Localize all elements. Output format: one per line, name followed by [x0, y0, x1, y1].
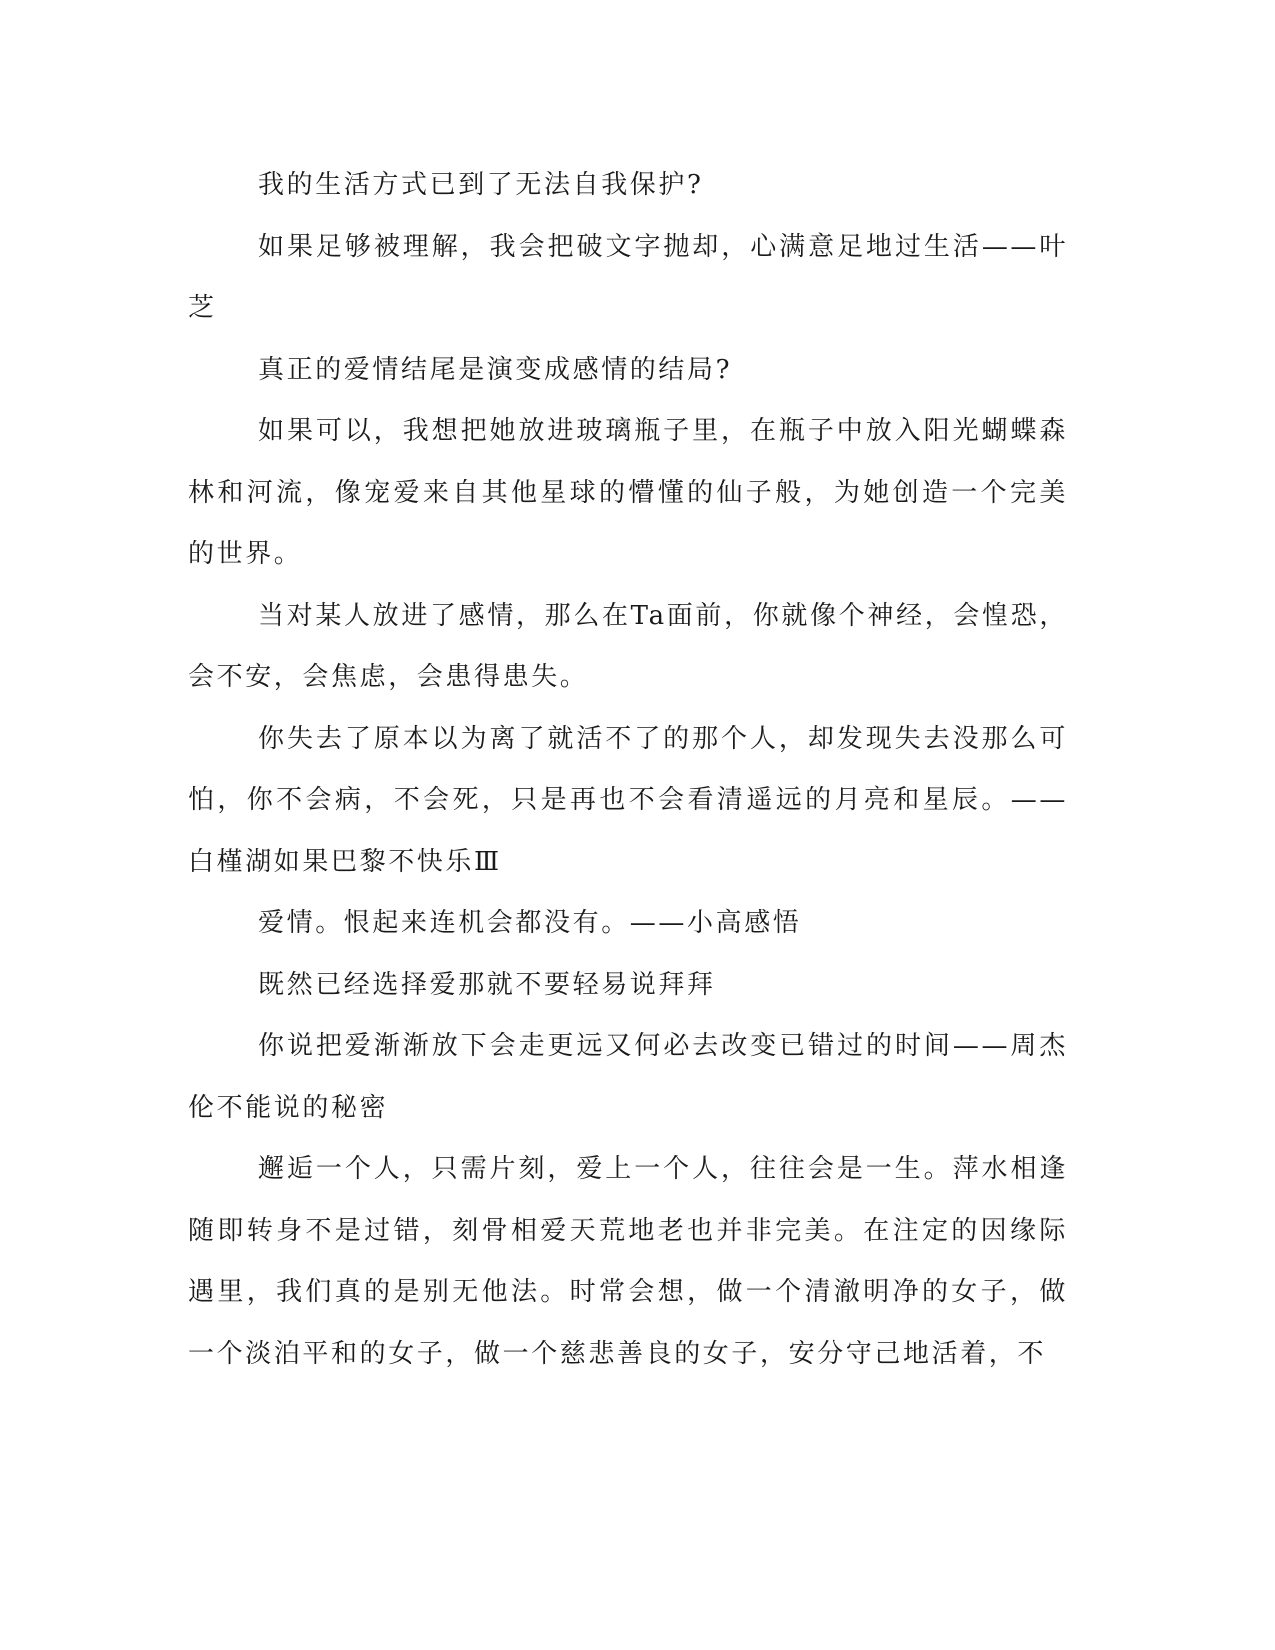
paragraph: 你失去了原本以为离了就活不了的那个人，却发现失去没那么可怕，你不会病，不会死，只是再也不会看清遥远的月亮和星辰。——白槿湖如果巴黎不快乐Ⅲ	[188, 723, 1068, 877]
paragraph: 既然已经选择爱那就不要轻易说拜拜	[258, 969, 716, 1000]
paragraph: 如果足够被理解，我会把破文字抛却，心满意足地过生活——叶芝	[188, 231, 1068, 323]
document-body	[188, 155, 1068, 1385]
paragraph: 如果可以，我想把她放进玻璃瓶子里，在瓶子中放入阳光蝴蝶森林和河流，像宠爱来自其他星球的懵懂的仙子般，为她创造一个完美的世界。	[188, 416, 1068, 569]
paragraph: 我的生活方式已到了无法自我保护?	[258, 170, 704, 200]
paragraph: 当对某人放进了感情，那么在Ta面前，你就像个神经，会惶恐，会不安，会焦虑，会患得患失。	[188, 600, 1068, 692]
paragraph: 邂逅一个人，只需片刻，爱上一个人，往往会是一生。萍水相逢随即转身不是过错，刻骨相爱天荒地老也并非完美。在注定的因缘际遇里，我们真的是别无他法。时常会想，做一个清澈明净的女子，做一个淡泊平和的女子，做一个慈悲善良的女子，安分守己地活着，不	[188, 1154, 1068, 1369]
paragraph: 你说把爱渐渐放下会走更远又何必去改变已错过的时间——周杰伦不能说的秘密	[188, 1031, 1068, 1123]
paragraph: 爱情。恨起来连机会都没有。——小高感悟	[258, 908, 802, 938]
paragraph: 真正的爱情结尾是演变成感情的结局?	[258, 354, 733, 385]
